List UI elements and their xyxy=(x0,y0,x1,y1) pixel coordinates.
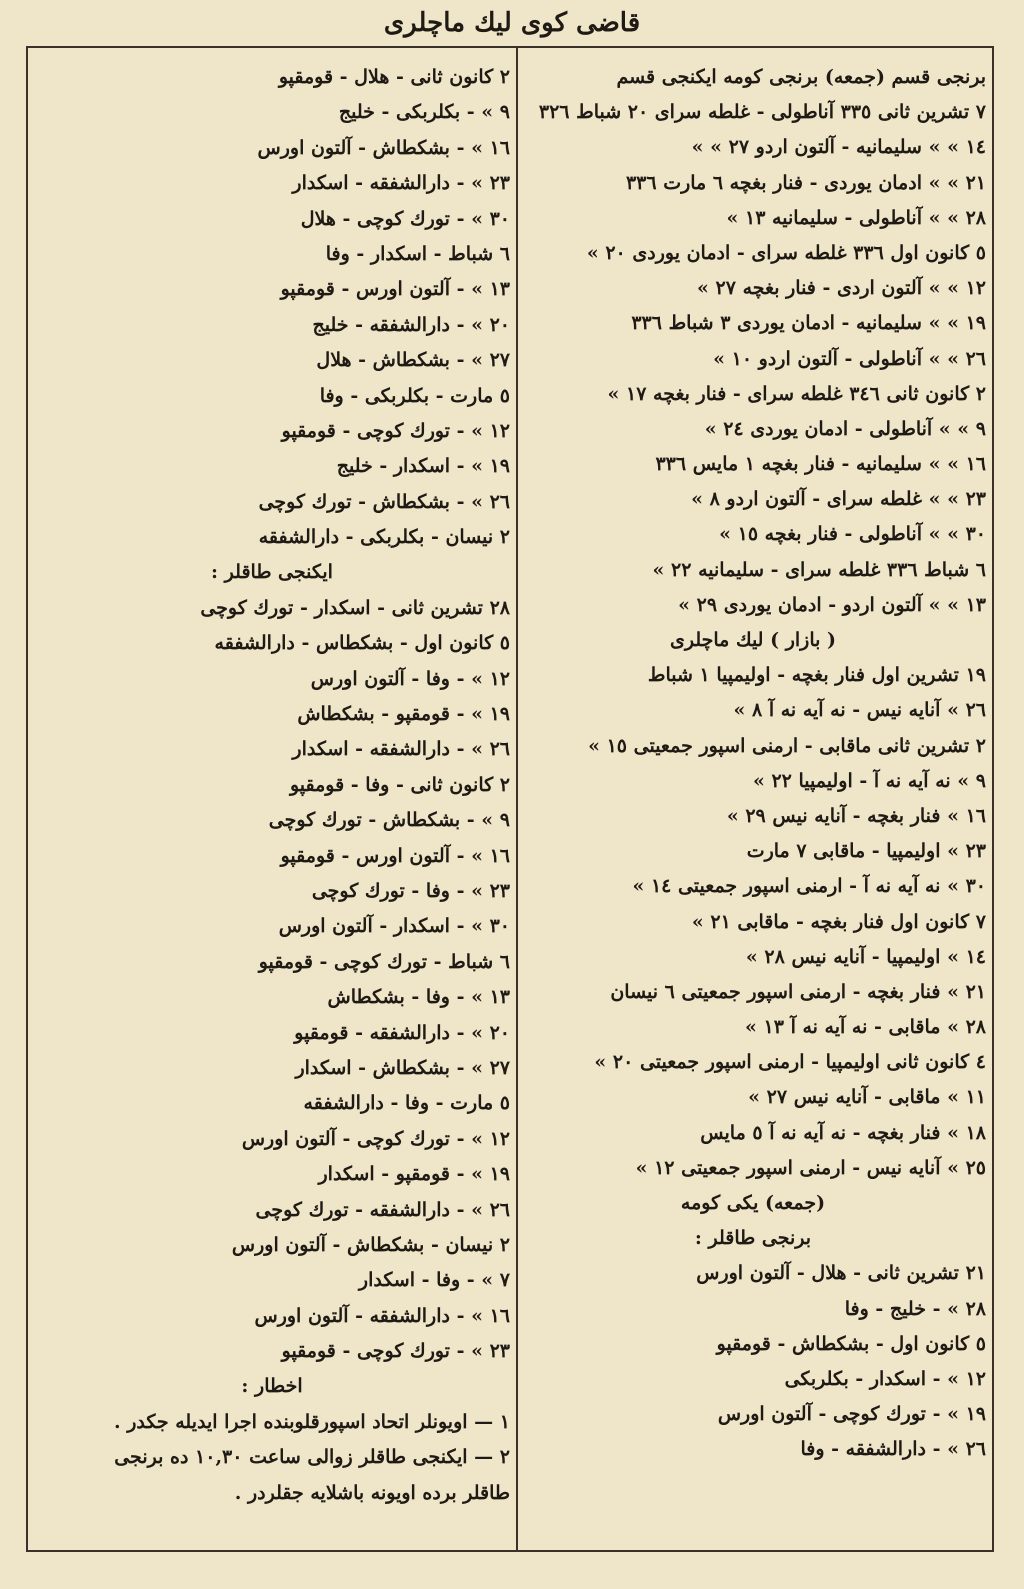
fixture-row: ١٩ » - تورك كوچی - آلتون اورس xyxy=(717,1403,986,1426)
fixture-row: ٧ كانون اول فنار بغچه - ماقابی ٢١ » xyxy=(691,910,986,933)
fixture-row: ١٤ » » سليمانيه - آلتون اردو ٢٧ » » xyxy=(691,136,986,159)
notice-heading: اخطار : xyxy=(241,1375,303,1398)
fixture-row: ٦ شباط - تورك كوچی - قومقپو xyxy=(258,950,510,973)
fixture-row: ٢٦ » - دارالشفقه - اسكدار xyxy=(292,738,510,761)
notice-line: ٢ — ايكنجی طاقلر زوالی ساعت ١٠,٣٠ ده برنجی xyxy=(114,1446,510,1469)
fixture-row: ٥ كانون اول - بشكطاس - دارالشفقه xyxy=(214,632,510,655)
fixture-row: ١٩ تشرين اول فنار بغچه - اوليمپيا ١ شباط xyxy=(647,664,986,687)
fixture-row: ٢٧ » - بشكطاش - هلال xyxy=(316,349,510,372)
fixture-row: ٥ مارت - بكلربكی - وفا xyxy=(319,384,510,407)
fixture-row: ٢ كانون ثانی ٣٤٦ غلطه سرای - فنار بغچه ١٧ » xyxy=(607,382,986,405)
column-divider xyxy=(516,46,518,1552)
section-subheading: ايكنجی طاقلر : xyxy=(211,561,333,584)
fixture-row: ١٩ » - قومقپو - بشكطاش xyxy=(297,703,510,726)
fixture-row: ٣٠ » - تورك كوچی - هلال xyxy=(300,207,510,230)
fixture-row: ٢ تشرين ثانی ماقابی - ارمنی اسپور جمعيتی ١٥ » xyxy=(588,734,986,757)
fixture-row: ٩ » - بكلربكی - خليج xyxy=(338,101,510,124)
fixture-row: ٢٠ » - دارالشفقه - قومقپو xyxy=(294,1021,510,1044)
fixture-row: ٢٣ » - وفا - تورك كوچی xyxy=(311,879,510,902)
fixture-row: ١٢ » - تورك كوچی - آلتون اورس xyxy=(241,1127,510,1150)
fixture-row: ٩ » » آناطولی - ادمان يوردی ٢٤ » xyxy=(704,417,986,440)
notice-line: ١ — اويونلر اتحاد اسپورقلوبنده اجرا ايديله جكدر . xyxy=(114,1410,510,1433)
fixture-row: ١٣ » - وفا - بشكطاش xyxy=(327,986,510,1009)
fixture-row: ٢ نيسان - بكلربكی - دارالشفقه xyxy=(258,526,510,549)
fixture-row: ٢٦ » - دارالشفقه - وفا xyxy=(800,1438,986,1461)
fixture-row: ١٣ » » آلتون اردو - ادمان يوردی ٢٩ » xyxy=(678,593,986,616)
fixture-row: ٣٠ » - اسكدار - آلتون اورس xyxy=(278,915,510,938)
fixture-row: ٢٦ » » آناطولی - آلتون اردو ١٠ » xyxy=(713,347,986,370)
fixture-row: ٢٣ » - تورك كوچی - قومقپو xyxy=(281,1340,510,1363)
fixture-row: ٦ شباط - اسكدار - وفا xyxy=(325,242,510,265)
fixture-row: ٢٠ » - دارالشفقه - خليج xyxy=(312,313,510,336)
fixture-row: ٢٨ تشرين ثانی - اسكدار - تورك كوچی xyxy=(200,596,510,619)
fixture-row: ٧ » - وفا - اسكدار xyxy=(358,1269,510,1292)
fixture-row: ٢ كانون ثانی - هلال - قومقپو xyxy=(278,66,510,88)
fixture-row: ٢٦ » - دارالشفقه - تورك كوچی xyxy=(255,1198,510,1221)
fixture-row: ٩ » - بشكطاش - تورك كوچی xyxy=(268,809,510,832)
fixture-row: ٢٣ » » غلطه سرای - آلتون اردو ٨ » xyxy=(691,488,986,511)
fixture-row: ٢٨ » ماقابی - نه آيه نه آ ١٣ » xyxy=(745,1016,986,1039)
fixture-row: ١٨ » فنار بغچه - نه آيه نه آ ٥ مايس xyxy=(700,1121,986,1144)
fixture-row: ١٦ » » سليمانيه - فنار بغچه ١ مايس ٣٣٦ xyxy=(655,453,986,476)
fixture-row: ١٦ » - بشكطاش - آلتون اورس xyxy=(257,136,510,159)
fixture-row: ٥ كانون اول - بشكطاش - قومقپو xyxy=(716,1332,986,1355)
left-column xyxy=(34,60,510,1511)
fixture-row: ٤ كانون ثانی اوليمپيا - ارمنی اسپور جمعيتی ٢٠ » xyxy=(594,1051,986,1074)
fixture-row: ٢٨ » - خليج - وفا xyxy=(844,1297,986,1320)
fixture-row: ٢٦ » آنايه نيس - نه آيه نه آ ٨ » xyxy=(733,699,986,722)
fixture-row: ١٦ » - دارالشفقه - آلتون اورس xyxy=(254,1304,510,1327)
fixture-row: ١٢ » - اسكدار - بكلربكی xyxy=(784,1367,986,1390)
notice-line: طاقلر برده اويونه باشلايه جقلردر . xyxy=(234,1481,510,1504)
fixture-row: ٢٨ » » آناطولی - سليمانيه ١٣ » xyxy=(726,206,986,229)
fixture-row: ٧ تشرين ثانی ٣٣٥ آناطولی - غلطه سرای ٢٠ شباط ٣٢٦ xyxy=(538,101,986,124)
fixture-row: ٢١ » » ادمان يوردی - فنار بغچه ٦ مارت ٣٣٦ xyxy=(625,171,986,194)
fixture-row: ٢ كانون ثانی - وفا - قومقپو xyxy=(289,773,510,796)
fixture-row: ٢٣ » اوليمپيا - ماقابی ٧ مارت xyxy=(746,840,986,863)
fixture-row: ٩ » نه آيه نه آ - اوليمپيا ٢٢ » xyxy=(752,769,986,792)
fixture-row: ١٩ » - قومقپو - اسكدار xyxy=(318,1163,510,1186)
fixture-row: ٢٦ » - بشكطاش - تورك كوچی xyxy=(258,490,510,513)
fixture-row: ٦ شباط ٣٣٦ غلطه سرای - سليمانيه ٢٢ » xyxy=(652,558,986,581)
fixture-row: ٥ كانون اول ٣٣٦ غلطه سرای - ادمان يوردی ٢٠ » xyxy=(586,241,986,264)
fixture-row: ١٩ » - اسكدار - خليج xyxy=(336,455,510,478)
section-subheading: برنجی طاقلر : xyxy=(694,1227,812,1250)
fixture-row: ٣٠ » نه آيه نه آ - ارمنی اسپور جمعيتی ١٤ » xyxy=(632,875,986,898)
section-heading: ( بازار ) ليك ماچلری xyxy=(669,629,837,651)
fixture-row: ١٣ » - آلتون اورس - قومقپو xyxy=(280,278,510,301)
fixture-row: ٢ نيسان - بشكطاش - آلتون اورس xyxy=(231,1233,510,1256)
fixture-row: ١٢ » - وفا - آلتون اورس xyxy=(310,667,510,690)
right-column xyxy=(520,60,986,1468)
fixture-row: ٣٠ » » آناطولی - فنار بغچه ١٥ » xyxy=(719,523,986,546)
fixture-row: ١٩ » » سليمانيه - ادمان يوردی ٣ شباط ٣٣٦ xyxy=(631,312,986,335)
fixture-row: ١١ » ماقابی - آنايه نيس ٢٧ » xyxy=(748,1086,986,1109)
fixture-row: ١٢ » » آلتون اردی - فنار بغچه ٢٧ » xyxy=(697,277,986,300)
fixture-row: ١٦ » فنار بغچه - آنايه نيس ٢٩ » xyxy=(726,804,986,827)
fixture-row: ٢١ » فنار بغچه - ارمنی اسپور جمعيتی ٦ نيسان xyxy=(610,980,986,1003)
fixture-row: ٢٧ » - بشكطاش - اسكدار xyxy=(295,1056,510,1079)
fixture-row: ٢٣ » - دارالشفقه - اسكدار xyxy=(292,172,510,195)
fixture-row: ٥ مارت - وفا - دارالشفقه xyxy=(303,1092,510,1115)
header-row: برنجی قسم (جمعه) برنجی كومه ايكنجی قسم xyxy=(616,66,986,88)
fixture-row: ٢١ تشرين ثانی - هلال - آلتون اورس xyxy=(696,1262,986,1285)
fixture-row: ٢٥ » آنايه نيس - ارمنی اسپور جمعيتی ١٢ » xyxy=(635,1156,986,1179)
fixture-row: ١٢ » - تورك كوچی - قومقپو xyxy=(281,419,510,442)
page-title: قاضی كوی ليك ماچلری xyxy=(383,8,641,38)
fixture-row: ١٤ » اوليمپيا - آنايه نيس ٢٨ » xyxy=(745,945,986,968)
section-heading: (جمعه) يكی كومه xyxy=(680,1192,826,1214)
fixture-row: ١٦ » - آلتون اورس - قومقپو xyxy=(280,844,510,867)
